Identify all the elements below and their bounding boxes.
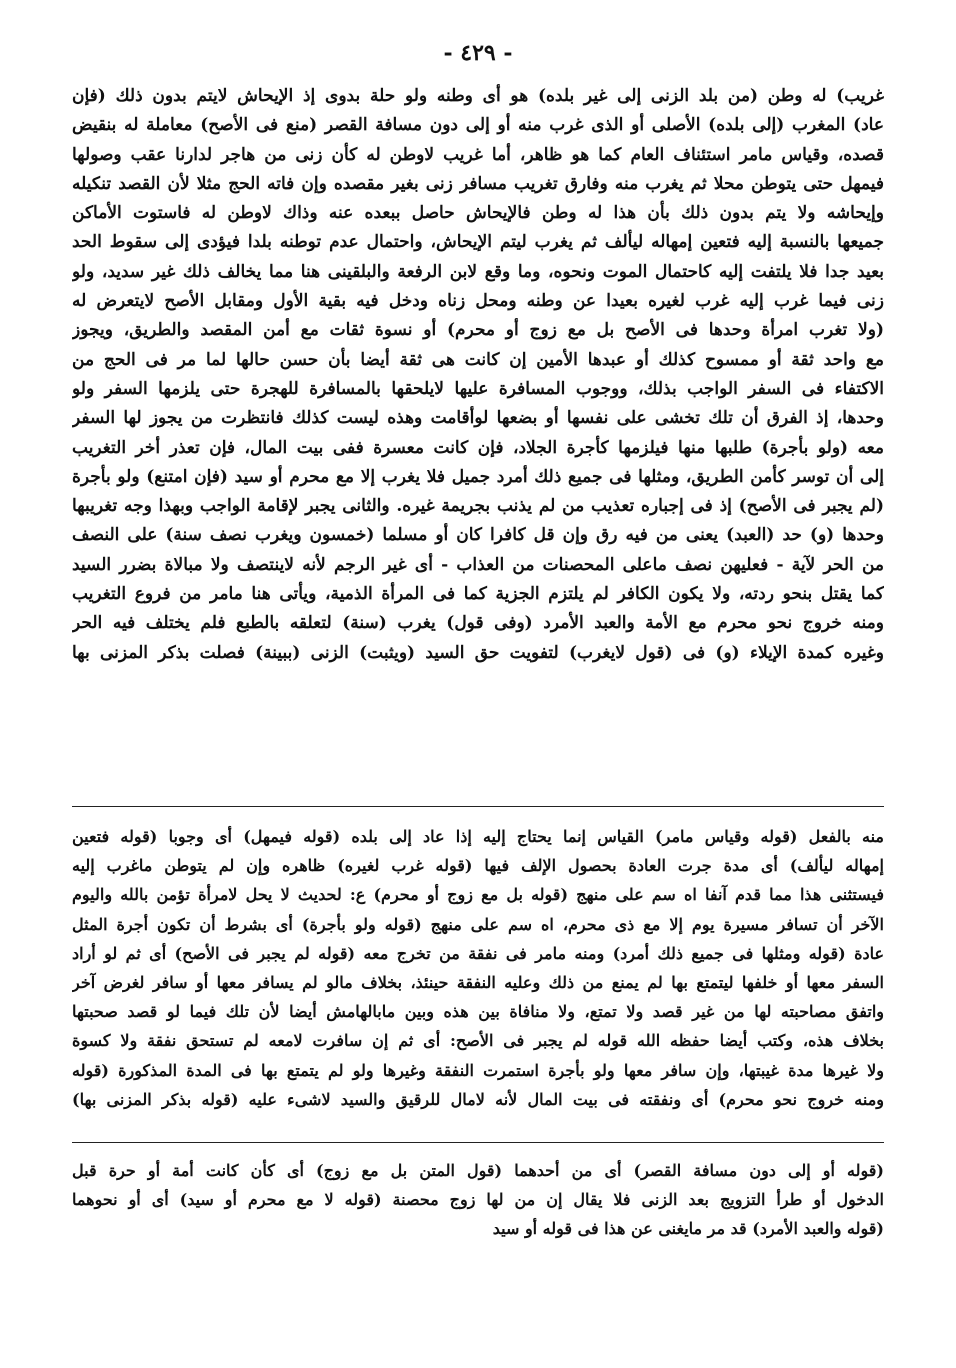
main-line: من الحر لآية - فعليهن نصف ماعلى المحصنات من العذاب - أى غير الرجم لأنه لاينتصف ولا مبالاة بضرر السيد	[72, 554, 884, 575]
main-line: الاكتفاء فى السفر الواجب بذلك، ووجوب المسافرة عليها لايلحقها بالمسافرة للهجرة حتى يلزمها السفر ولو	[72, 378, 884, 399]
main-line: (لم يجبر فى الأصح) إذ فى إجباره تعذيب من لم يذنب بجريمة غيره. والثانى يجبر لإقامة الواجب وبهذا وجه تغريبها	[72, 496, 884, 517]
main-line: (ولا تغرب امرأة وحدها فى الأصح بل مع زوج أو محرم) أو نسوة ثقات مع أمن المقصد والطريق، ويجوز	[72, 320, 884, 341]
gloss-line: (قوله والعبد الأمرد) قد مر مايغنى عن هذا فى قوله أو سيد	[492, 1219, 884, 1238]
main-line: وحدها (و) حد (العبد) يعنى من فيه رق وإن قل كافرا كان أو مسلما (خمسون ويغرب نصف سنة) على النصف	[72, 525, 884, 546]
main-text	[72, 82, 884, 668]
gloss-line: واتفق مصاحبته لها من غير قصد ولا تمتع، ولا منافاة بين هذه وبين مابالهامش أيضا لأن تلك فيما لو قصد صحبتها	[72, 1002, 884, 1022]
gloss-line: إمهاله ليألف) أى مدة جرت العادة بحصول الإلف فيها (قوله غرب لغيره) ظاهره وإن لم يتوطن ماغرب إليه	[72, 856, 884, 876]
main-line: كما يقتل بنحو ردته، ولا يكون الكافر لم يلتزم الجزية كما فى المرأة الذمية، ويأتى هنا مامر من فروع التغريب	[72, 584, 884, 605]
main-line: عاد) المغرب (إلى بلده) الأصلى أو الذى غرب منه أو إلى دون مسافة القصر (منع فى الأصح) معاملة له بنقيض	[72, 115, 884, 136]
main-line: زنى فيما غرب إليه غرب لغيره بعيدا عن وطنه ومحل زناه ودخل فيه بقية الأول ومقابل الأصح لايتعرض له	[72, 291, 884, 312]
gloss-line: عادة (قوله ومثلها فى جميع ذلك أمرد) ومنه مامر فى نفقة من تخرج معه (قوله لم يجبر فى الأصح) أى ثم لو أراد	[72, 943, 884, 963]
page-number: - ٤٢٩ -	[443, 40, 513, 66]
gloss-block-2	[72, 1156, 884, 1243]
main-line: جميعها بالنسبة إليه فتعين إمهاله ليألف ثم يغرب ليتم الإيحاش، واحتمال عدم توطنه بلدا فيؤدى إلى سقوط الحد	[72, 232, 884, 253]
gloss-line: منه بالفعل (قوله وقياس مامر) القياس إنما يحتاج إليه إذا عاد إلى بلده (قوله فيمهل) أى وجوبا (قوله فتعين	[72, 827, 884, 846]
main-line: فيمهل حتى يتوطن محلا ثم يغرب منه وفارق تغريب مسافر زنى بغير مقصده وإن فاته الحج مثلا لأن القصد تنكيله	[72, 173, 884, 194]
main-line: وغيره كمدة الإيلاء (و) فى (قول لايغرب) لتفويت حق السيد (ويثبت) الزنى (ببينة) فصلت بذكر المزنى بها	[72, 642, 884, 663]
main-line: معه (ولو بأجرة) طلبها منها فيلزمها كأجرة الجلاد، فإن كانت معسرة ففى بيت المال، فإن تعذر أخر التغريب	[72, 437, 884, 458]
gloss-line: بخلاف هذه، وكتب أيضا حفظه الله قوله لم يجبر فى الأصح: أى ثم إن سافرت لامعه لم تستحق نفقة ولا كسوة	[72, 1031, 884, 1051]
gloss-line: (قوله أو إلى دون مسافة القصر) أى من أحدهما (قول المتن بل مع زوج) أى كأن كانت أمة أو حرة قبل	[72, 1161, 884, 1180]
gloss-block-1	[72, 822, 884, 1114]
footnote-separator	[72, 1142, 884, 1143]
main-line: إلى أن توسر كأمن الطريق، ومثلها فى جميع ذلك أمرد جميل فلا يغرب إلا مع محرم أو سيد (فإن امتنع) ولو بأجرة	[72, 466, 884, 487]
main-line: وإيحاشه ولا يتم بدون ذلك بأن هذا له وطن فالإيحاش حاصل ببعده عنه وذاك لاوطن له فاستوت الأماكن	[72, 203, 884, 224]
gloss-line: فيستثنى هذا مما قدم آنفا اه سم على منهج (قوله بل مع زوج أو محرم) ع: لحديث لا يحل لامرأة تؤمن بالله واليوم	[72, 885, 884, 905]
footnote-separator	[72, 806, 884, 807]
main-line: قصده، وقياس مامر استئناف العام كما هو ظاهر، أما غريب لاوطن له كأن زنى من هاجر لدارنا عقب وصولها	[72, 144, 884, 165]
gloss-line: ولا غيرها مدة غيبتها، وإن سافر معها ولو بأجرة استمرت النفقة وغيرها ولو لم يتمتع بها فى المدة المذكورة (قوله	[72, 1060, 884, 1080]
gloss-line: الدخول أو طرأ التزويج بعد الزنى فلا يقال إن من لها زوج محصنة (قوله لا مع محرم أو سيد) أى أو نحوهما	[72, 1190, 884, 1209]
main-line: ومنه خروج نحو محرم مع الأمة والعبد الأمرد (وفى قول) يغرب (سنة) لتعلقه بالطبع فلم يختلف فيه الحر	[72, 613, 884, 634]
gloss-line: الآخر أن تسافر مسيرة يوم إلا مع ذى محرم، اه سم على منهج (قوله ولو بأجرة) أى بشرط أن تكون أجرة المثل	[72, 914, 884, 934]
gloss-line: ومنه خروج نحو محرم) أى ونفقته فى بيت المال لأنه لامال للرقيق والسيد لاشىء عليه (قوله بذكر المزنى بها)	[72, 1089, 884, 1109]
main-line: غريب) له وطن (من بلد الزنى إلى غير بلده) هو أى وطنه ولو حلة بدوى إذ الإيحاش لايتم بدون ذلك (فإن	[72, 86, 884, 106]
main-line: مع واحد ثقة أو ممسوح كذلك أو عبدها الأمين إن كانت هى ثقة أيضا بأن حسن حالها لما مر فى الحج من	[72, 349, 884, 370]
main-line: وحدها، إذ الفرق أن تلك تخشى على نفسها أو بضعها لوأقامت وهذه ليست كذلك فانتظرت من يجوز لها السفر	[72, 408, 884, 429]
gloss-line: السفر معها أو خلفها ليتمتع بها لم يمنع من ذلك وعليه النفقة حينئذ، بخلاف مالو لم يسافر معها أو سافر لغرض آخر	[72, 973, 884, 993]
main-line: بعيد جدا فلا يلتفت إليه كاحتمال الموت ونحوه، وما وقع لابن الرفعة والبلقينى هنا مما يخالف ذلك غير سديد، ولو	[72, 261, 884, 282]
